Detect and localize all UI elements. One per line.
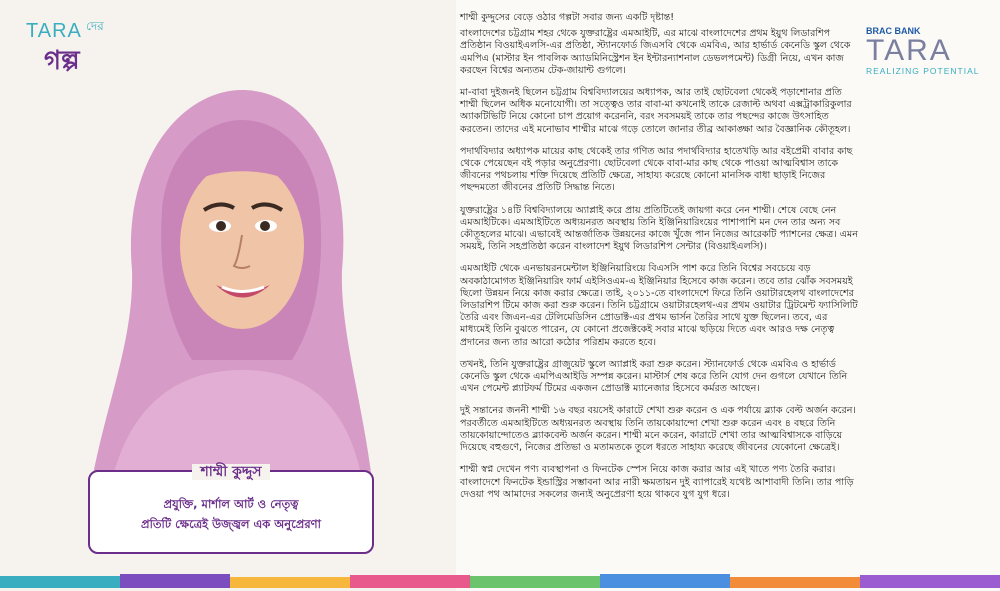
portrait-illustration bbox=[92, 70, 372, 480]
paragraph: দুই সন্তানের জননী শাম্মী ১৬ বছর বয়সেই কারাটে শেখা শুরু করেন ও এক পর্যায়ে ব্ল্যাক বেল্ট অর্জন করেন। পরবর্তীতে এমআইটিতে অধ্যয়নরত অবস্থায় তিনি তায়কোয়ান্দো শেখা শুরু করেন এবং ৪ বছরে তিনি তায়কোয়ান্দোতেও ব্ল্যাকবেল্ট অর্জন করেন। শাম্মী মনে করেন, কারাটে শেখা তার আত্মবিশ্বাসকে বাড়িয়ে দিয়েছে বহুগুণে, নিজের প্রতিভা ও মতামতকে তুলে ধরতে সাহায্য করেছে জীবনের যেকোনো ক্ষেত্রেই। bbox=[460, 405, 856, 454]
logo-golpo-text: গল্প bbox=[44, 46, 80, 76]
tagline-1: প্রযুক্তি, মার্শাল আর্ট ও নেতৃত্ব bbox=[163, 497, 299, 511]
logo-der-text: দের bbox=[86, 19, 104, 33]
realizing-potential-text: REALIZING POTENTIAL bbox=[866, 66, 980, 76]
name-card bbox=[88, 464, 374, 554]
paragraph: তখনই, তিনি যুক্তরাষ্ট্রের গ্রাজুয়েট স্কুলে অ্যাপ্লাই করা শুরু করেন। স্ট্যানফোর্ড থেকে এমবিএ ও হার্ভার্ড কেনেডি স্কুল থেকে এমপিএআইডি সম্পন্ন করেন। মাস্টার্স শেষ করে তিনি যোগ দেন গুগলে যেখানে তিনি এখন পেমেন্ট প্ল্যাটফর্ম টিমের একজন প্রোডাক্ট ম্যানেজার হিসেবে কর্মরত আছেন। bbox=[460, 358, 848, 395]
paragraph: এমআইটি থেকে এনভায়রনমেন্টাল ইঞ্জিনিয়ারিংয়ে বিএসসি পাশ করে তিনি বিশ্বের সবচেয়ে বড় অবকাঠামোগত ইঞ্জিনিয়ারিং ফার্ম এইসিওএম-এ ইঞ্জিনিয়ার হিসেবে কাজ করেন। তবে তার ঝোঁক সবসময়ই ছিলো উন্নয়ন নিয়ে কাজ করার ক্ষেত্রে। তাই, ২০১১-তে বাংলাদেশে ফিরে তিনি ওয়াটারহেলথ বাংলাদেশের লিডারশিপ টিমে কাজ করা শুরু করেন। তিনি চট্টগ্রামে ওয়াটারহেলথ-এর প্রথম ওয়াটার ট্রিটমেন্ট ফ্যাসিলিটি তৈরি এবং জিএন-এর টেলিমেডিসিন প্রোডাক্ট-এর প্রথম ভার্সন তৈরির সাথে যুক্ত ছিলেন। তবে, এর মাধ্যমেই তিনি বুঝতে পারেন, যে কোনো প্রজেক্টকেই সবার মাঝে ছড়িয়ে দিতে এবং আরও দক্ষ নেতৃত্ব প্রদানের জন্য তার আরো কঠোর পরিশ্রম করতে হবে। bbox=[460, 263, 858, 348]
paragraph: মা-বাবা দুইজনই ছিলেন চট্টগ্রাম বিশ্ববিদ্যালয়ের অধ্যাপক, আর তাই ছোটবেলা থেকেই পড়াশোনার প্রতি শাম্মী ছিলেন অধিক মনোযোগী। তা সত্ত্বেও তার বাবা-মা কখনোই তাকে রেজাল্ট অথবা এক্সট্রাকারিকুলার অ্যাকটিভিটি নিয়ে কোনো চাপ প্রয়োগ করেননি, বরং সবসময়ই তাকে তার পছন্দের কাজে উৎসাহিত করতেন। তাদের এই মনোভাব শাম্মীর মাঝে গড়ে তোলে জানার তীব্র আকাঙ্ক্ষা আর বৈজ্ঞানিক কৌতূহল। bbox=[460, 87, 852, 135]
paragraph: পদার্থবিদ্যার অধ্যাপক মায়ের কাছ থেকেই তার গণিত আর পদার্থবিদ্যার হাতেখড়ি আর বইপ্রেমী বাবার কাছ থেকে পেয়েছেন বই পড়ার অনুপ্রেরণা। ছোটবেলা থেকে বাবা-মার কাছ থেকে পাওয়া আত্মবিশ্বাস তাকে জীবনের পথচলায় শক্তি দিয়েছে প্রতিটি ক্ষেত্রে, সাহায্য করেছে কোনো মানসিক বাধা ছাড়াই নিজের পছন্দমতো জীবনের প্রতিটি সিদ্ধান্ত নিতে। bbox=[460, 145, 853, 194]
tara-der-golpo-logo bbox=[14, 14, 124, 76]
brac-bank-text: BRAC BANK bbox=[866, 26, 921, 36]
paragraph: যুক্তরাষ্ট্রের ১৪টি বিশ্ববিদ্যালয়ে অ্যাপ্লাই করে প্রায় প্রতিটিতেই জায়গা করে নেন শাম্মী। শেষে বেছে নেন এমআইটিকে। এমআইটিতে অধ্যয়নরত অবস্থায় তিনি ইঞ্জিনিয়ারিংয়ের পাশাপাশি মন দেন তার অন্য সব কৌতূহলের মাঝে। এভাবেই আন্তর্জাতিক উন্নয়নের কাজে খুঁজে পান নিজের আরেকটি প্যাশনের ক্ষেত্র। এমন সময়ই, তিনি সহপ্রতিষ্ঠা করেন বাংলাদেশ ইয়ুথ লিডারশিপ সেন্টার (বিওয়াইএলসি)। bbox=[460, 204, 858, 253]
person-name: শাম্মী কুদ্দুস bbox=[90, 460, 372, 484]
tagline-2: প্রতিটি ক্ষেত্রেই উজ্জ্বল এক অনুপ্রেরণা bbox=[141, 517, 321, 531]
paragraph: শাম্মী স্বপ্ন দেখেন পণ্য ব্যবস্থাপনা ও ফিনটেক স্পেস নিয়ে কাজ করার আর এই খাতে পণ্য তৈরি করার। বাংলাদেশে ফিনটেক ইন্ডাস্ট্রির সম্ভাবনা আর নারী ক্ষমতায়ন দুই ব্যাপারেই যথেষ্ট আশাবাদী তিনি। তার পাড়ি দেওয়া পথ আমাদের সকলের জন্যই অনুপ্রেরণা হয়ে থাকবে যুগ যুগ ধরে। bbox=[460, 464, 854, 500]
paragraph: শাম্মী কুদ্দুসের বেড়ে ওঠার গল্পটা সবার জন্য একটি দৃষ্টান্ত! bbox=[460, 12, 675, 23]
brac-bank-tara-logo bbox=[866, 16, 986, 76]
tara-text: TARA bbox=[866, 34, 952, 67]
logo-tara-text: TARA bbox=[26, 20, 82, 42]
article-body bbox=[460, 12, 858, 511]
bottom-brush-strokes bbox=[0, 568, 1000, 591]
paragraph: বাংলাদেশের চট্টগ্রাম শহর থেকে যুক্তরাষ্ট্রের এমআইটি, এর মাঝে বাংলাদেশের প্রথম ইয়ুথ লিডারশিপ প্রতিষ্ঠান বিওয়াইএলসি-এর প্রতিষ্ঠা, স্ট্যানফোর্ড জিএসবি থেকে এমবিএ, আর হার্ভার্ড কেনেডি স্কুল থেকে এমপিএ (মাস্টার ইন পাবলিক অ্যাডমিনিস্ট্রেশন ইন ইন্টারন্যাশনাল ডেভলপমেন্ট) ডিগ্রী নিয়ে, এখন কাজ করছেন বিশ্বের অন্যতম টেক-জায়ান্ট গুগলে। bbox=[460, 28, 851, 76]
left-panel bbox=[0, 0, 456, 591]
